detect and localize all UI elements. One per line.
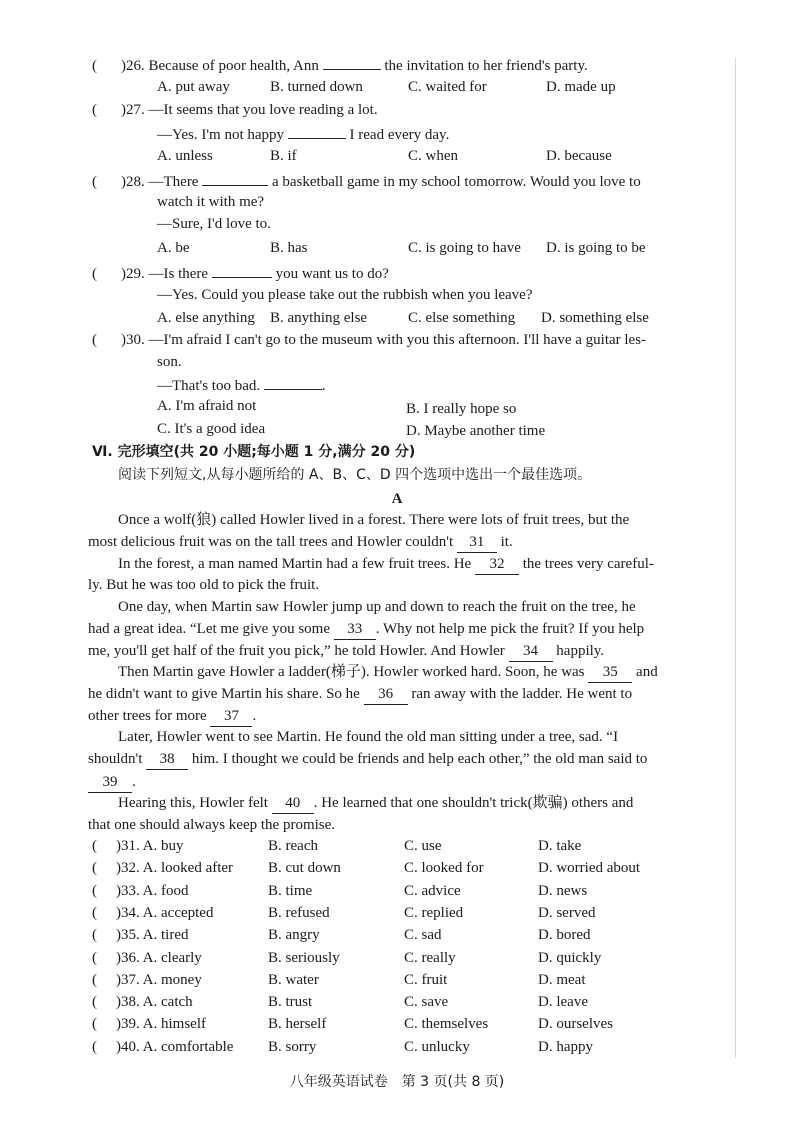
answer-blank[interactable] [323,54,381,70]
cloze-q35-option-d: D. bored [538,927,591,943]
q27-option-a: A. unless [157,148,213,164]
passage-line: me, you'll get half of the fruit you pick,” he told Howler. And Howler 34 happily. [88,641,604,662]
passage-line: other trees for more 37 . [88,706,256,727]
question-27: ( )27. —It seems that you love reading a lot. [92,102,378,118]
q30-option-b: B. I really hope so [406,401,517,417]
cloze-q32-option-b: B. cut down [268,860,341,876]
cloze-q40-paren: ( [92,1039,97,1055]
cloze-q39-option-d: D. ourselves [538,1016,613,1032]
page-edge-line [735,58,736,1058]
passage-line: Later, Howler went to see Martin. He found the old man sitting under a tree, sad. “I [118,729,619,745]
cloze-q40-option-d: D. happy [538,1039,593,1055]
cloze-q34-option-d: D. served [538,905,596,921]
q30-option-d: D. Maybe another time [406,423,546,439]
q28-line3: —Sure, I'd love to. [157,216,271,232]
cloze-q32-option-a: )32. A. looked after [116,860,234,876]
cloze-q37-option-c: C. fruit [404,972,448,988]
cloze-q32-paren: ( [92,860,97,876]
passage-line: In the forest, a man named Martin had a few fruit trees. He 32 the trees very careful- [118,554,654,575]
blank-38[interactable]: 38 [146,749,188,770]
cloze-q34-option-c: C. replied [404,905,464,921]
cloze-q38-option-a: )38. A. catch [116,994,193,1010]
passage-line: Once a wolf(狼) called Howler lived in a forest. There were lots of fruit trees, but the [118,512,630,528]
passage-line: he didn't want to give Martin his share. So he 36 ran away with the ladder. He went to [88,684,632,705]
blank-34[interactable]: 34 [509,641,553,662]
cloze-q33-option-b: B. time [268,883,313,899]
passage-line: 39 . [88,772,136,793]
cloze-q39-option-a: )39. A. himself [116,1016,206,1032]
passage-line: Hearing this, Howler felt 40 . He learned that one shouldn't trick(欺骗) others and [118,793,633,814]
cloze-q38-option-c: C. save [404,994,449,1010]
q29-option-b: B. anything else [270,310,368,326]
answer-blank[interactable] [288,123,346,139]
passage-line: One day, when Martin saw Howler jump up and down to reach the fruit on the tree, he [118,599,636,615]
cloze-q36-option-a: )36. A. clearly [116,950,202,966]
q30-line2: son. [157,354,182,370]
cloze-q39-paren: ( [92,1016,97,1032]
passage-line: most delicious fruit was on the tall trees and Howler couldn't 31 it. [88,532,513,553]
q29-line2: —Yes. Could you please take out the rubbish when you leave? [157,287,533,303]
answer-blank[interactable] [202,170,268,186]
passage-label: A [391,491,403,507]
blank-31[interactable]: 31 [457,532,497,553]
passage-line: shouldn't 38 him. I thought we could be friends and help each other,” the old man said to [88,749,647,770]
blank-39[interactable]: 39 [88,772,132,793]
cloze-q35-option-b: B. angry [268,927,320,943]
cloze-q32-option-d: D. worried about [538,860,641,876]
q30-line3: —That's too bad. . [157,374,326,396]
page-footer: 八年级英语试卷 第 3 页(共 8 页) [289,1074,505,1090]
cloze-q40-option-c: C. unlucky [404,1039,470,1055]
question-28: ( )28. —There a basketball game in my school tomorrow. Would you love to [92,170,641,192]
q30-option-c: C. It's a good idea [157,421,266,437]
q29-option-c: C. else something [408,310,516,326]
q27-option-c: C. when [408,148,458,164]
q28-option-d: D. is going to be [546,240,646,256]
q28-option-b: B. has [270,240,308,256]
cloze-q33-option-d: D. news [538,883,588,899]
cloze-q33-option-a: )33. A. food [116,883,189,899]
cloze-q33-option-c: C. advice [404,883,461,899]
q26-option-d: D. made up [546,79,616,95]
cloze-q31-option-d: D. take [538,838,582,854]
cloze-q31-option-a: )31. A. buy [116,838,184,854]
cloze-q37-option-a: )37. A. money [116,972,202,988]
q27-line2: —Yes. I'm not happy I read every day. [157,123,449,145]
q28-option-c: C. is going to have [408,240,521,256]
cloze-q31-option-b: B. reach [268,838,318,854]
blank-32[interactable]: 32 [475,554,519,575]
cloze-q31-option-c: C. use [404,838,442,854]
cloze-q37-paren: ( [92,972,97,988]
cloze-q34-option-b: B. refused [268,905,330,921]
cloze-q38-option-b: B. trust [268,994,313,1010]
q27-option-b: B. if [270,148,297,164]
cloze-q39-option-c: C. themselves [404,1016,489,1032]
answer-blank[interactable] [212,262,272,278]
blank-33[interactable]: 33 [334,619,376,640]
cloze-q37-option-b: B. water [268,972,319,988]
question-30: ( )30. —I'm afraid I can't go to the museum with you this afternoon. I'll have a guitar les- [92,332,647,348]
cloze-q36-option-c: C. really [404,950,456,966]
cloze-q36-option-d: D. quickly [538,950,602,966]
blank-36[interactable]: 36 [364,684,408,705]
section-title: Ⅵ. 完形填空(共 20 小题;每小题 1 分,满分 20 分) [92,444,416,460]
cloze-q40-option-b: B. sorry [268,1039,317,1055]
blank-40[interactable]: 40 [272,793,314,814]
q30-option-a: A. I'm afraid not [157,398,257,414]
cloze-q36-option-b: B. seriously [268,950,340,966]
cloze-q38-paren: ( [92,994,97,1010]
passage-line: that one should always keep the promise. [88,817,336,833]
blank-37[interactable]: 37 [210,706,252,727]
passage-line: ly. But he was too old to pick the fruit. [88,577,320,593]
cloze-q35-paren: ( [92,927,97,943]
q29-option-d: D. something else [541,310,649,326]
q26-option-c: C. waited for [408,79,487,95]
q26-option-a: A. put away [157,79,230,95]
cloze-q35-option-c: C. sad [404,927,442,943]
cloze-q37-option-d: D. meat [538,972,586,988]
q28-option-a: A. be [157,240,190,256]
cloze-q33-paren: ( [92,883,97,899]
answer-blank[interactable] [264,374,322,390]
q26-option-b: B. turned down [270,79,363,95]
cloze-q32-option-c: C. looked for [404,860,484,876]
blank-35[interactable]: 35 [588,662,632,683]
q29-option-a: A. else anything [157,310,255,326]
q27-option-d: D. because [546,148,612,164]
cloze-q36-paren: ( [92,950,97,966]
question-26: ( )26. Because of poor health, Ann the invitation to her friend's party. [92,54,588,76]
cloze-q40-option-a: )40. A. comfortable [116,1039,234,1055]
cloze-q34-paren: ( [92,905,97,921]
question-29: ( )29. —Is there you want us to do? [92,262,389,284]
section-instruction: 阅读下列短文,从每小题所给的 A、B、C、D 四个选项中选出一个最佳选项。 [118,467,592,483]
cloze-q31-paren: ( [92,838,97,854]
cloze-q34-option-a: )34. A. accepted [116,905,214,921]
cloze-q35-option-a: )35. A. tired [116,927,189,943]
cloze-q39-option-b: B. herself [268,1016,327,1032]
cloze-q38-option-d: D. leave [538,994,588,1010]
passage-line: Then Martin gave Howler a ladder(梯子). Howler worked hard. Soon, he was 35 and [118,662,658,683]
passage-line: had a great idea. “Let me give you some 33 . Why not help me pick the fruit? If you help [88,619,644,640]
q28-line2: watch it with me? [157,194,265,210]
